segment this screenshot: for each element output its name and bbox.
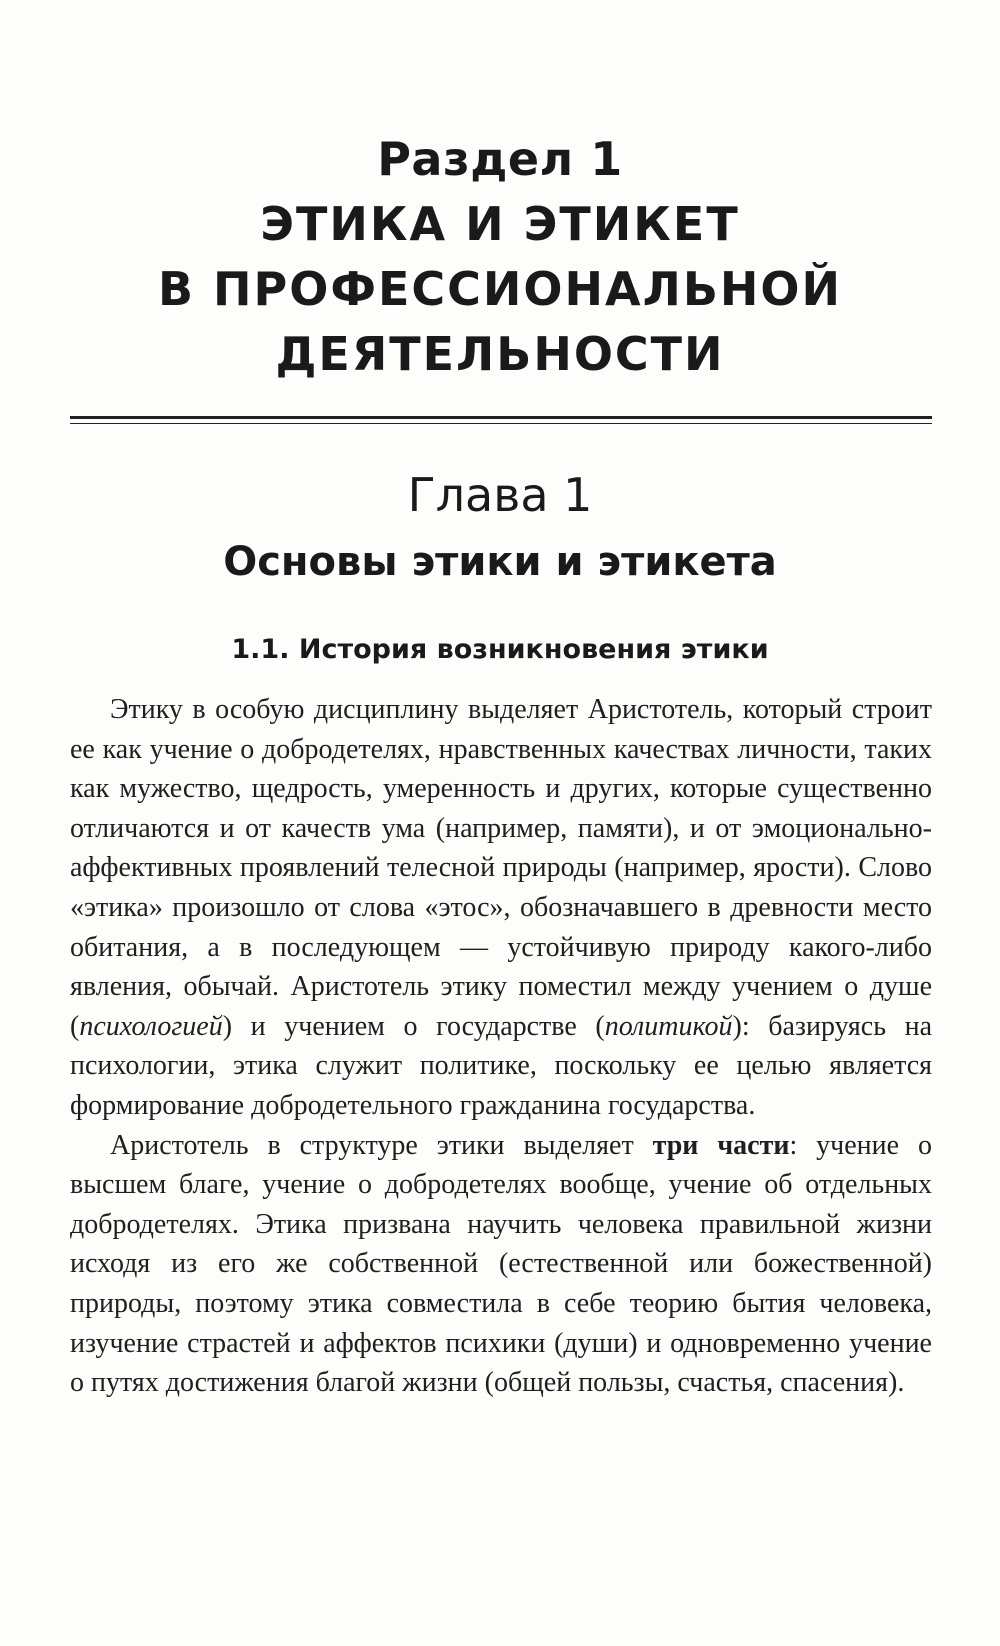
section-title-line: В ПРОФЕССИОНАЛЬНОЙ [157, 262, 843, 316]
section-title [70, 192, 930, 387]
italic-term: политикой [604, 1010, 733, 1042]
paragraph-text: ) и учением о государстве ( [222, 1010, 605, 1042]
chapter-title: Основы этики и этикета [223, 539, 777, 585]
paragraph-text: Этику в особую дисциплину выделяет Аристотель, который строит ее как учение о добродетелях, нравственных качествах личности, таких как мужество, щедрость, умеренность и других, которые существенно отличаются и от качеств ума (например, памяти), и от эмоционально-аффективных проявлений телесной природы (например, ярости). Слово «этика» произошло от слова «этос», обозначавшего в древности место обитания, а в последующем — устойчивую природу какого-либо явления, обычай. Аристотель этику поместил между учением о душе ( [70, 694, 932, 1042]
paragraph-2 [70, 1126, 932, 1403]
section-divider-thick [70, 416, 932, 419]
section-divider-thin [70, 423, 932, 424]
paragraph-1 [70, 690, 932, 1126]
section-heading [70, 128, 930, 387]
chapter-label: Глава 1 [407, 468, 593, 522]
section-title-line: ДЕЯТЕЛЬНОСТИ [275, 327, 725, 381]
paragraph-text: ): базируясь на психологии, этика служит политике, поскольку ее целью является формирование добродетельного гражданина государства. [70, 1010, 933, 1121]
subsection-title: 1.1. История возникновения этики [231, 634, 769, 665]
paragraph-text: Аристотель в структуре этики выделяет [110, 1129, 653, 1161]
bold-term: три части [652, 1129, 790, 1161]
section-label: Раздел 1 [377, 132, 623, 186]
italic-term: психологией [79, 1010, 223, 1042]
chapter-heading [70, 466, 930, 592]
paragraph-text: : учение о высшем благе, учение о добродетелях вообще, учение об отдельных добродетелях. Этика призвана научить человека правильной жизни исходя из его же собственной (естественной или божественной) природы, поэтому этика совместила в себе теорию бытия человека, изучение страстей и аффектов психики (души) и одновременно учение о путях достижения благой жизни (общей пользы, счастья, спасения). [70, 1129, 933, 1399]
body-text [70, 690, 932, 1403]
section-title-line: ЭТИКА И ЭТИКЕТ [260, 197, 740, 251]
